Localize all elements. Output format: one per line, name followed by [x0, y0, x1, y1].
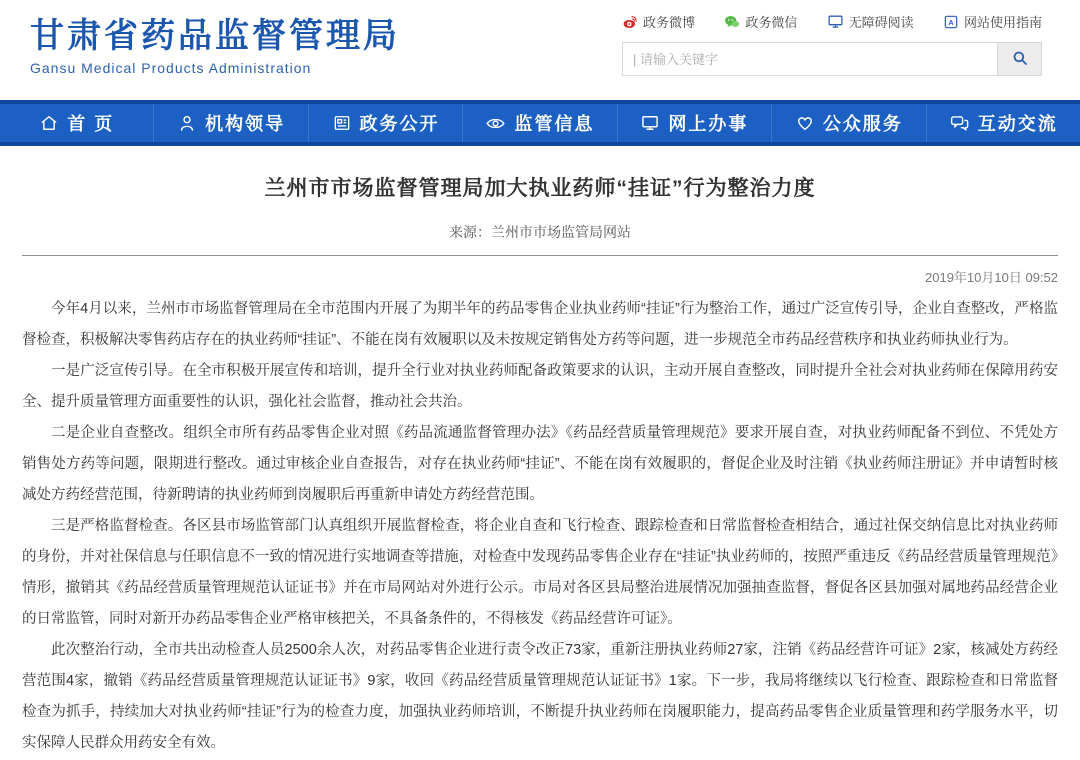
nav-item-label: 首 页 [67, 114, 115, 134]
nav-item-public-services[interactable] [772, 104, 926, 142]
link-gov-wechat[interactable] [724, 12, 797, 31]
eye-icon [485, 113, 506, 134]
main-nav [0, 100, 1080, 146]
nav-item-label: 机构领导 [205, 114, 286, 134]
quick-link-label: 网站使用指南 [963, 15, 1042, 30]
nav-item-gov-affairs[interactable] [309, 104, 463, 142]
document-icon [332, 113, 352, 133]
nav-item-label: 网上办事 [668, 114, 749, 134]
quick-link-label: 无障碍阅读 [848, 15, 914, 30]
guide-book-icon [943, 14, 959, 30]
link-gov-weibo[interactable] [622, 12, 695, 31]
quick-link-label: 政务微信 [745, 15, 798, 30]
header-right [622, 12, 1042, 76]
heart-icon [795, 113, 815, 133]
article-paragraph: 一是广泛宣传引导。在全市积极开展宣传和培训，提升全行业对执业药师配备政策要求的认识，主动开展自查整改，同时提升全社会对执业药师在保障用药安全、提升质量管理方面重要性的认识，强化社会监督，推动社会共治。 [22, 363, 1058, 410]
monitor-icon [827, 13, 844, 30]
link-accessibility-reading[interactable] [827, 12, 914, 31]
nav-item-leadership[interactable] [154, 104, 308, 142]
quick-links [622, 12, 1042, 31]
article-date: 2019年10月10日 09:52 [925, 270, 1058, 285]
article-title: 兰州市市场监督管理局加大执业药师“挂证”行为整治力度 [264, 177, 816, 200]
wechat-icon [724, 14, 740, 30]
nav-item-online-services[interactable] [618, 104, 772, 142]
svg-text:A: A [948, 17, 954, 27]
link-site-guide[interactable] [943, 12, 1042, 31]
search-button[interactable] [997, 43, 1041, 75]
quick-link-label: 政务微博 [643, 15, 696, 30]
article-paragraph: 二是企业自查整改。组织全市所有药品零售企业对照《药品流通监督管理办法》《药品经营质量管理规范》要求开展自查，对执业药师配备不到位、不凭处方销售处方药等问题，限期进行整改。通过审核企业自查报告，对存在执业药师“挂证”、不能在岗有效履职的，督促企业及时注销《执业药师注册证》并申请暂时核减处方药经营范围，待新聘请的执业药师到岗履职后再重新申请处方药经营范围。 [22, 425, 1058, 503]
site-logo-subtitle: Gansu Medical Products Administration [30, 60, 312, 77]
site-header [0, 0, 1080, 100]
nav-item-label: 公众服务 [822, 114, 903, 134]
chat-icon [949, 113, 970, 134]
article-paragraph: 此次整治行动，全市共出动检查人员2500余人次，对药品零售企业进行责令改正73家，重新注册执业药师27家，注销《药品经营许可证》2家，核减处方药经营范围4家，撤销《药品经营质量管理规范认证证书》9家，收回《药品经营质量管理规范认证证书》1家。下一步，我局将继续以飞行检查、跟踪检查和日常监督检查为抓手，持续加大对执业药师“挂证”行为的检查力度，加强执业药师培训，不断提升执业药师在岗履职能力，提高药品零售企业质量管理和药学服务水平，切实保障人民群众用药安全有效。 [22, 642, 1058, 751]
nav-item-home[interactable] [0, 104, 154, 142]
article-body [22, 294, 1058, 759]
person-icon [177, 113, 197, 133]
nav-item-interaction[interactable] [927, 104, 1080, 142]
search-input[interactable] [623, 43, 997, 75]
article-divider [22, 255, 1058, 256]
weibo-icon [622, 14, 638, 30]
search-bar [622, 42, 1042, 76]
home-icon [39, 113, 59, 133]
screen-icon [640, 113, 660, 133]
nav-item-label: 监管信息 [514, 114, 595, 134]
nav-item-label: 政务公开 [359, 114, 440, 134]
article-container [0, 172, 1080, 759]
article-source: 来源：兰州市市场监管局网站 [449, 224, 631, 240]
nav-item-label: 互动交流 [977, 114, 1058, 134]
site-logo[interactable] [30, 18, 400, 76]
search-icon [1011, 49, 1029, 70]
article-paragraph: 三是严格监督检查。各区县市场监管部门认真组织开展监督检查，将企业自查和飞行检查、跟踪检查和日常监督检查相结合，通过社保交纳信息比对执业药师的身份，并对社保信息与任职信息不一致的情况进行实地调查等措施，对检查中发现药品零售企业存在“挂证”执业药师的，按照严重违反《药品经营质量管理规范》情形，撤销其《药品经营质量管理规范认证证书》并在市局网站对外进行公示。市局对各区县局整治进展情况加强抽查监督，督促各区县加强对属地药品经营企业的日常监管，同时对新开办药品零售企业严格审核把关，不具备条件的，不得核发《药品经营许可证》。 [22, 518, 1058, 627]
nav-item-supervision-info[interactable] [463, 104, 617, 142]
site-logo-title: 甘肃省药品监督管理局 [30, 17, 400, 55]
article-paragraph: 今年4月以来，兰州市市场监督管理局在全市范围内开展了为期半年的药品零售企业执业药师“挂证”行为整治工作，通过广泛宣传引导，企业自查整改，严格监督检查，积极解决零售药店存在的执业药师“挂证”、不能在岗有效履职以及未按规定销售处方药等问题，进一步规范全市药品经营秩序和执业药师执业行为。 [22, 301, 1058, 348]
